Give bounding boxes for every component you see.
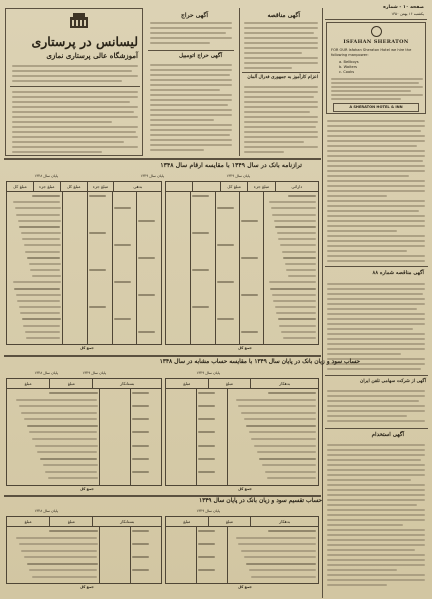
table-row-amount bbox=[198, 543, 215, 545]
table-row-amount bbox=[217, 318, 234, 320]
table-row-amount bbox=[132, 556, 149, 558]
table-row-amount bbox=[217, 207, 234, 209]
table-row-text bbox=[236, 399, 316, 401]
table-row-text bbox=[275, 306, 316, 308]
table-row-amount bbox=[138, 331, 155, 333]
distribution-total-left: جمع کل bbox=[79, 585, 94, 589]
pnl-title: حساب سود و زیان بانک در پایان سال ۱۳۴۹ با مقایسه حساب مشابه در سال ۱۳۴۸ bbox=[159, 359, 360, 365]
table-row-amount bbox=[114, 281, 131, 283]
table-column-rule bbox=[196, 526, 197, 583]
table-row-text bbox=[19, 226, 60, 228]
table-row-text bbox=[32, 576, 97, 578]
table-row-text bbox=[272, 214, 316, 216]
table-row-text bbox=[40, 458, 97, 460]
table-row-text bbox=[13, 281, 61, 283]
table-row-amount bbox=[89, 232, 106, 234]
table-row-amount bbox=[132, 471, 149, 473]
table-row-amount bbox=[192, 232, 209, 234]
table-row-text bbox=[27, 563, 98, 565]
table-row-text bbox=[43, 464, 98, 466]
table-row-text bbox=[18, 220, 61, 222]
balance-total-left: جمع کل bbox=[79, 346, 94, 350]
table-row-text bbox=[13, 201, 60, 203]
table-row-amount bbox=[132, 392, 149, 394]
col-header: مبلغ bbox=[24, 519, 32, 524]
col-header: بستانکار bbox=[92, 379, 161, 388]
table-row-text bbox=[285, 263, 316, 265]
table-row-text bbox=[23, 325, 60, 327]
table-column-rule bbox=[130, 388, 131, 485]
table-row-text bbox=[286, 269, 316, 271]
balance-year-right: پایان سال ۱۳۴۹ bbox=[226, 174, 250, 178]
distribution-debit-table bbox=[165, 516, 319, 584]
school-logo bbox=[69, 13, 89, 29]
table-row-amount bbox=[114, 318, 131, 320]
balance-year-left: پایان سال ۱۳۴۸ bbox=[34, 174, 58, 178]
col-header: مبلغ کل bbox=[13, 184, 27, 189]
table-row-text bbox=[30, 269, 60, 271]
table-row-text bbox=[271, 207, 316, 209]
table-row-amount bbox=[138, 294, 155, 296]
col-header: مبلغ bbox=[49, 517, 92, 526]
table-row-amount bbox=[89, 195, 106, 197]
table-row-text bbox=[21, 412, 97, 414]
table-row-amount bbox=[198, 418, 215, 420]
table-column-rule bbox=[215, 191, 216, 344]
col-header: مبلغ جزء bbox=[87, 182, 114, 191]
table-row-amount bbox=[241, 331, 258, 333]
pnl-year-mid: پایان سال ۱۳۴۹ bbox=[82, 371, 106, 375]
table-row-text bbox=[25, 331, 60, 333]
balance-year-mid: پایان سال ۱۳۴۹ bbox=[140, 174, 164, 178]
col-header: مبلغ bbox=[183, 519, 191, 524]
sheraton-intro: FOR OUR Isfahan Sheraton Hotel we hire the following manpower: bbox=[331, 48, 412, 57]
col-header bbox=[166, 182, 192, 191]
table-row-text bbox=[274, 220, 316, 222]
table-row-text bbox=[32, 195, 60, 197]
auction-ad-title: آگهی حراج bbox=[181, 12, 208, 19]
table-row-text bbox=[257, 451, 316, 453]
table-row-text bbox=[24, 418, 97, 420]
table-row-text bbox=[32, 438, 97, 440]
table-row-text bbox=[21, 232, 61, 234]
hiring-notice-title: آگهی استخدام bbox=[371, 432, 404, 438]
table-row-amount bbox=[132, 569, 149, 571]
table-row-text bbox=[236, 537, 316, 539]
table-row-amount bbox=[198, 405, 215, 407]
auction-car-title: آگهی حراج اتومبیل bbox=[179, 53, 222, 59]
pnl-credit-table bbox=[6, 378, 162, 486]
table-row-text bbox=[37, 451, 97, 453]
pnl-year-left: پایان سال ۱۳۴۸ bbox=[34, 371, 58, 375]
table-row-text bbox=[269, 201, 316, 203]
table-row-amount bbox=[132, 530, 149, 532]
trainee-ad-title: اعزام کارآموز به جمهوری فدرال آلمان bbox=[247, 75, 318, 80]
col-header bbox=[192, 182, 219, 191]
col-header: مبلغ bbox=[183, 381, 191, 386]
table-row-text bbox=[45, 471, 97, 473]
table-row-text bbox=[251, 438, 316, 440]
table-row-text bbox=[22, 238, 60, 240]
sheraton-brand: ISFAHAN SHERATON bbox=[343, 39, 409, 45]
distribution-year-mid: پایان سال ۱۳۴۹ bbox=[196, 509, 220, 513]
right-column bbox=[325, 118, 428, 594]
table-row-text bbox=[241, 550, 316, 552]
table-row-text bbox=[15, 207, 61, 209]
distribution-total-right: جمع کل bbox=[237, 585, 252, 589]
table-row-text bbox=[273, 300, 316, 302]
balance-total-right: جمع کل bbox=[237, 346, 252, 350]
table-row-text bbox=[275, 226, 316, 228]
col-header: بدهکار bbox=[250, 517, 318, 526]
table-row-text bbox=[246, 425, 316, 427]
table-row-text bbox=[278, 238, 316, 240]
table-row-text bbox=[27, 257, 60, 259]
table-row-text bbox=[279, 325, 316, 327]
table-row-text bbox=[254, 445, 316, 447]
table-row-text bbox=[19, 543, 98, 545]
table-row-text bbox=[262, 464, 316, 466]
distribution-year-left: پایان سال ۱۳۴۸ bbox=[34, 509, 58, 513]
table-row-text bbox=[244, 556, 316, 558]
table-row-text bbox=[268, 392, 316, 394]
table-row-text bbox=[268, 530, 316, 532]
col-header: دارائی bbox=[275, 182, 318, 191]
table-row-amount bbox=[89, 269, 106, 271]
table-row-text bbox=[278, 318, 316, 320]
table-column-rule bbox=[112, 191, 113, 344]
col-header: مبلغ bbox=[208, 379, 251, 388]
table-column-rule bbox=[190, 191, 191, 344]
table-row-text bbox=[24, 244, 61, 246]
table-row-text bbox=[26, 337, 60, 339]
table-row-amount bbox=[114, 244, 131, 246]
table-row-text bbox=[288, 195, 316, 197]
page-number: صفحه ۱۰ - شماره bbox=[383, 5, 424, 10]
table-row-text bbox=[277, 232, 316, 234]
table-row-text bbox=[288, 275, 316, 277]
balance-assets-table bbox=[165, 181, 319, 345]
table-column-rule bbox=[196, 388, 197, 485]
table-row-text bbox=[16, 294, 61, 296]
table-row-text bbox=[276, 312, 316, 314]
table-row-amount bbox=[198, 445, 215, 447]
table-row-text bbox=[27, 425, 98, 427]
table-row-text bbox=[16, 399, 97, 401]
table-row-text bbox=[259, 458, 316, 460]
table-row-text bbox=[20, 312, 60, 314]
table-row-text bbox=[14, 288, 60, 290]
table-row-text bbox=[283, 337, 316, 339]
table-row-text bbox=[280, 244, 316, 246]
table-row-amount bbox=[198, 569, 215, 571]
table-row-text bbox=[17, 300, 60, 302]
table-row-amount bbox=[114, 207, 131, 209]
table-row-text bbox=[16, 537, 97, 539]
table-column-rule bbox=[99, 388, 100, 485]
table-row-text bbox=[19, 405, 98, 407]
table-row-text bbox=[49, 392, 98, 394]
table-row-amount bbox=[198, 471, 215, 473]
pnl-debit-table bbox=[165, 378, 319, 486]
table-row-amount bbox=[138, 220, 155, 222]
table-row-amount bbox=[198, 556, 215, 558]
table-row-amount bbox=[132, 418, 149, 420]
table-row-text bbox=[282, 251, 316, 253]
col-header: مبلغ کل bbox=[220, 182, 247, 191]
table-row-amount bbox=[217, 244, 234, 246]
tender-ad bbox=[242, 8, 320, 156]
table-column-rule bbox=[239, 191, 240, 344]
table-row-amount bbox=[132, 458, 149, 460]
table-column-rule bbox=[227, 526, 228, 583]
sheraton-item-2: b. Waiters bbox=[339, 65, 358, 69]
table-row-text bbox=[281, 331, 316, 333]
table-row-amount bbox=[241, 220, 258, 222]
distribution-credit-table bbox=[6, 516, 162, 584]
table-column-rule bbox=[130, 526, 131, 583]
col-header: مبلغ جزء bbox=[247, 182, 274, 191]
table-row-text bbox=[272, 294, 316, 296]
sheraton-crest-icon bbox=[371, 26, 382, 37]
col-header: مبلغ bbox=[49, 379, 92, 388]
table-row-amount bbox=[192, 306, 209, 308]
table-row-text bbox=[238, 543, 316, 545]
sheraton-footer: A SHERATON HOTEL & INN bbox=[333, 103, 419, 112]
table-row-amount bbox=[132, 431, 149, 433]
table-column-rule bbox=[263, 191, 264, 344]
table-row-amount bbox=[132, 405, 149, 407]
table-row-text bbox=[35, 445, 98, 447]
table-row-text bbox=[29, 431, 97, 433]
col-header: بستانکار bbox=[92, 517, 161, 526]
table-row-amount bbox=[138, 257, 155, 259]
table-column-rule bbox=[99, 526, 100, 583]
table-row-text bbox=[24, 556, 97, 558]
table-row-amount bbox=[198, 392, 215, 394]
table-row-amount bbox=[132, 445, 149, 447]
pnl-total-right: جمع کل bbox=[237, 487, 252, 491]
col-header: مبلغ جزء bbox=[33, 182, 60, 191]
balance-sheet-title: ترازنامه بانک در سال ۱۳۴۹ با مقایسه ارقام سال ۱۳۴۸ bbox=[160, 162, 302, 169]
table-row-amount bbox=[132, 543, 149, 545]
table-row-amount bbox=[89, 306, 106, 308]
table-row-text bbox=[19, 306, 61, 308]
col-header: بدهی bbox=[113, 182, 161, 191]
table-row-text bbox=[249, 431, 316, 433]
table-row-text bbox=[25, 251, 60, 253]
table-column-rule bbox=[62, 191, 63, 344]
tender-88-title: آگهی مناقصه شماره ۸۸ bbox=[372, 270, 424, 276]
table-row-text bbox=[16, 214, 60, 216]
table-row-amount bbox=[217, 281, 234, 283]
tender-ad-title: آگهی مناقصه bbox=[267, 12, 300, 19]
table-row-text bbox=[269, 281, 316, 283]
col-header: مبلغ bbox=[24, 381, 32, 386]
table-row-amount bbox=[192, 195, 209, 197]
table-row-text bbox=[270, 288, 316, 290]
telephone-notice-title: آگهی از شرکت سهامی تلفن ایران bbox=[360, 379, 426, 384]
pnl-year-right: پایان سال ۱۳۴۹ bbox=[196, 371, 220, 375]
table-row-text bbox=[251, 576, 316, 578]
sheraton-item-3: c. Cooks bbox=[339, 70, 355, 74]
table-row-text bbox=[249, 569, 316, 571]
table-row-text bbox=[283, 257, 316, 259]
table-row-text bbox=[246, 563, 316, 565]
table-row-amount bbox=[198, 530, 215, 532]
table-row-amount bbox=[241, 257, 258, 259]
nursing-ad-subtitle: آموزشگاه عالی پرستاری نمازی bbox=[46, 51, 138, 60]
nursing-ad-title: لیسانس در پرستاری bbox=[31, 34, 138, 49]
col-header: مبلغ کل bbox=[60, 182, 87, 191]
table-row-text bbox=[265, 471, 316, 473]
table-row-text bbox=[21, 550, 97, 552]
table-column-rule bbox=[136, 191, 137, 344]
table-row-text bbox=[32, 275, 61, 277]
table-column-rule bbox=[227, 388, 228, 485]
balance-liabilities-table bbox=[6, 181, 162, 345]
nursing-ad bbox=[5, 8, 143, 156]
table-row-text bbox=[241, 412, 316, 414]
table-row-text bbox=[267, 477, 316, 479]
table-row-text bbox=[29, 569, 97, 571]
table-row-text bbox=[49, 530, 98, 532]
table-row-amount bbox=[198, 458, 215, 460]
pnl-total-left: جمع کل bbox=[79, 487, 94, 491]
table-row-text bbox=[48, 477, 98, 479]
table-column-rule bbox=[87, 191, 88, 344]
distribution-title: حساب تقسیم سود و زیان بانک در پایان سال ۱۳۴۹ bbox=[198, 498, 322, 504]
table-row-text bbox=[244, 418, 316, 420]
auction-ad bbox=[146, 8, 236, 156]
table-row-text bbox=[238, 405, 316, 407]
table-row-amount bbox=[198, 431, 215, 433]
table-row-text bbox=[22, 318, 61, 320]
table-row-amount bbox=[241, 294, 258, 296]
table-row-text bbox=[29, 263, 61, 265]
sheraton-item-1: a. Bellboys bbox=[339, 60, 359, 64]
issue-date: یکشنبه ۱۶ بهمن ۱۳۵۰ bbox=[391, 12, 424, 16]
table-row-amount bbox=[192, 269, 209, 271]
col-header: بدهکار bbox=[250, 379, 318, 388]
sheraton-ad bbox=[326, 22, 426, 114]
col-header: مبلغ bbox=[208, 517, 251, 526]
